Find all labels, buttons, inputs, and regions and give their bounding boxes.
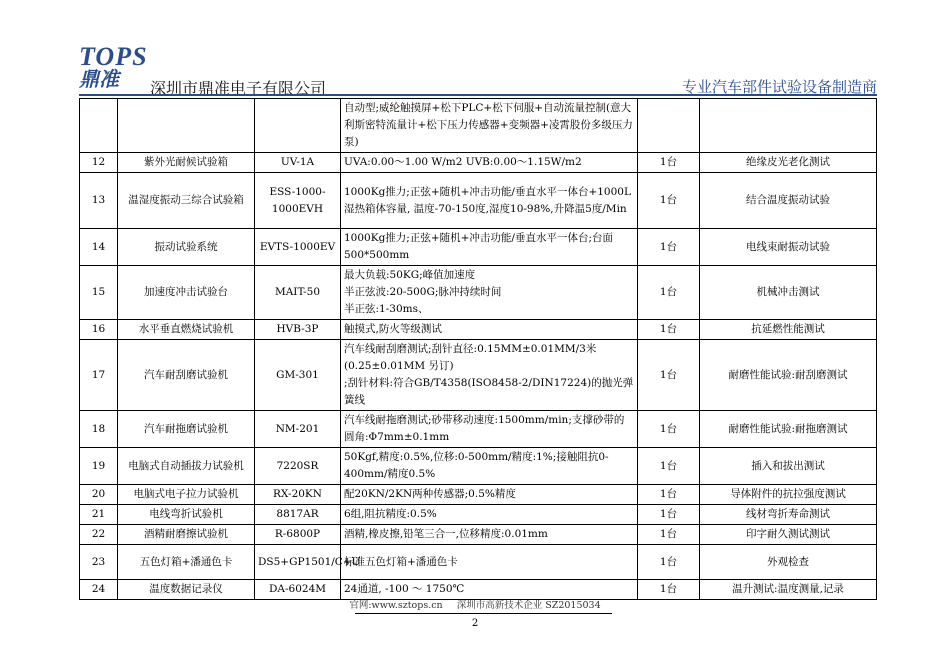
equipment-quantity	[638, 99, 700, 153]
page-number: 2	[471, 618, 479, 629]
equipment-quantity: 1台	[638, 505, 700, 525]
table-row	[80, 320, 877, 340]
equipment-model: R-6800P	[255, 525, 341, 545]
equipment-spec: 自动型;威纶触摸屏+松下PLC+松下伺服+自动流量控制(意大利斯密特流量计+松下压力传感器+变频器+凌霄股份多级压力泵)	[341, 99, 638, 153]
equipment-spec: 酒精,橡皮擦,铅笔三合一,位移精度:0.01mm	[341, 525, 638, 545]
equipment-quantity: 1台	[638, 266, 700, 320]
equipment-spec: 配20KN/2KN两种传感器;0.5%精度	[341, 485, 638, 505]
equipment-spec: 1000Kg推力;正弦+随机+冲击功能/垂直水平一体台;台面500*500mm	[341, 229, 638, 266]
equipment-spec: 汽车线耐拖磨测试;砂带移动速度:1500mm/min;支撑砂带的圆角:Φ7mm±0.1mm	[341, 411, 638, 448]
equipment-spec: 触摸式,防火等级测试	[341, 320, 638, 340]
table-row	[80, 448, 877, 485]
test-purpose: 插入和拔出测试	[700, 448, 877, 485]
footer-enterprise: 深圳市高新技术企业 SZ2015034	[456, 600, 601, 611]
equipment-spec: 1000Kg推力;正弦+随机+冲击功能/垂直水平一体台+1000L湿热箱体容量, 温度-70-150度,湿度10-98%,升降温5度/Min	[341, 173, 638, 229]
test-purpose: 外观检查	[700, 545, 877, 580]
equipment-spec: 最大负载:50KG;峰值加速度 半正弦波:20-500G;脉冲持续时间 半正弦:1-30ms、	[341, 266, 638, 320]
equipment-model: 7220SR	[255, 448, 341, 485]
equipment-spec: 50Kgf,精度:0.5%,位移:0-500mm/精度:1%;接触阻抗0-400mm/精度0.5%	[341, 448, 638, 485]
row-number: 16	[80, 320, 118, 340]
equipment-quantity: 1台	[638, 411, 700, 448]
test-purpose: 电线束耐振动试验	[700, 229, 877, 266]
equipment-quantity: 1台	[638, 580, 700, 600]
company-slogan: 专业汽车部件试验设备制造商	[681, 78, 877, 96]
equipment-quantity: 1台	[638, 525, 700, 545]
company-name: 深圳市鼎准电子有限公司	[150, 79, 327, 98]
row-number: 23	[80, 545, 118, 580]
test-purpose: 抗延燃性能测试	[700, 320, 877, 340]
logo-text-en: TOPS	[79, 42, 148, 71]
equipment-model: DA-6024M	[255, 580, 341, 600]
test-purpose: 印字耐久测试测试	[700, 525, 877, 545]
table-row	[80, 505, 877, 525]
equipment-model: NM-201	[255, 411, 341, 448]
equipment-quantity: 1台	[638, 229, 700, 266]
test-purpose	[700, 99, 877, 153]
equipment-quantity: 1台	[638, 448, 700, 485]
test-purpose: 温升测试:温度测量,记录	[700, 580, 877, 600]
equipment-name: 温湿度振动三综合试验箱	[118, 173, 255, 229]
row-number: 15	[80, 266, 118, 320]
footer-divider	[355, 613, 612, 614]
equipment-name: 温度数据记录仪	[118, 580, 255, 600]
equipment-quantity: 1台	[638, 485, 700, 505]
row-number: 17	[80, 340, 118, 411]
equipment-quantity: 1台	[638, 153, 700, 173]
equipment-quantity: 1台	[638, 320, 700, 340]
row-number: 18	[80, 411, 118, 448]
test-purpose: 耐磨性能试验:耐拖磨测试	[700, 411, 877, 448]
test-purpose: 绝缘皮光老化测试	[700, 153, 877, 173]
equipment-quantity: 1台	[638, 340, 700, 411]
equipment-name: 电线弯折试验机	[118, 505, 255, 525]
equipment-name: 电脑式自动插拔力试验机	[118, 448, 255, 485]
test-purpose: 结合温度振动试验	[700, 173, 877, 229]
header-divider	[79, 94, 877, 96]
table-row	[80, 411, 877, 448]
equipment-name: 电脑式电子拉力试验机	[118, 485, 255, 505]
equipment-model	[255, 99, 341, 153]
equipment-name: 振动试验系统	[118, 229, 255, 266]
table-row	[80, 173, 877, 229]
logo-text-cn: 鼎准	[79, 69, 119, 91]
test-purpose: 导体附件的抗拉强度测试	[700, 485, 877, 505]
row-number: 21	[80, 505, 118, 525]
row-number: 20	[80, 485, 118, 505]
equipment-model: DS5+GP1501/C+U	[255, 545, 341, 580]
equipment-table	[79, 98, 877, 600]
equipment-model: ESS-1000-1000EVH	[255, 173, 341, 229]
equipment-model: 8817AR	[255, 505, 341, 525]
table-row	[80, 153, 877, 173]
row-number: 14	[80, 229, 118, 266]
equipment-name: 汽车耐拖磨试验机	[118, 411, 255, 448]
equipment-quantity: 1台	[638, 173, 700, 229]
table-row	[80, 545, 877, 580]
equipment-spec: 汽车线耐刮磨测试;刮针直径:0.15MM±0.01MM/3米(0.25±0.01MM 另订) ;刮针材料:符合GB/T4358(ISO8458-2/DIN17224)的抛光弹簧线	[341, 340, 638, 411]
table-row	[80, 485, 877, 505]
table-row	[80, 229, 877, 266]
equipment-name: 加速度冲击试验台	[118, 266, 255, 320]
row-number: 24	[80, 580, 118, 600]
row-number	[80, 99, 118, 153]
equipment-model: EVTS-1000EV	[255, 229, 341, 266]
footer-website: 官网:www.sztops.cn	[349, 600, 443, 611]
equipment-name: 汽车耐刮磨试验机	[118, 340, 255, 411]
equipment-model: GM-301	[255, 340, 341, 411]
row-number: 12	[80, 153, 118, 173]
row-number: 13	[80, 173, 118, 229]
test-purpose: 机械冲击测试	[700, 266, 877, 320]
equipment-spec: 6组,阻抗精度:0.5%	[341, 505, 638, 525]
test-purpose: 线材弯折寿命测试	[700, 505, 877, 525]
page-footer	[0, 597, 950, 611]
equipment-spec: 24通道, -100 ～ 1750℃	[341, 580, 638, 600]
equipment-model: UV-1A	[255, 153, 341, 173]
company-logo	[79, 44, 148, 90]
table-row	[80, 99, 877, 153]
test-purpose: 耐磨性能试验:耐刮磨测试	[700, 340, 877, 411]
row-number: 19	[80, 448, 118, 485]
equipment-model: RX-20KN	[255, 485, 341, 505]
table-row	[80, 525, 877, 545]
equipment-name: 水平垂直燃烧试验机	[118, 320, 255, 340]
equipment-model: HVB-3P	[255, 320, 341, 340]
equipment-spec: 标准五色灯箱+潘通色卡	[341, 545, 638, 580]
row-number: 22	[80, 525, 118, 545]
equipment-model: MAIT-50	[255, 266, 341, 320]
equipment-name: 酒精耐磨擦试验机	[118, 525, 255, 545]
table-row	[80, 266, 877, 320]
equipment-name	[118, 99, 255, 153]
equipment-quantity: 1台	[638, 545, 700, 580]
equipment-spec: UVA:0.00～1.00 W/m2 UVB:0.00～1.15W/m2	[341, 153, 638, 173]
equipment-name: 紫外光耐候试验箱	[118, 153, 255, 173]
equipment-name: 五色灯箱+潘通色卡	[118, 545, 255, 580]
table-row	[80, 340, 877, 411]
